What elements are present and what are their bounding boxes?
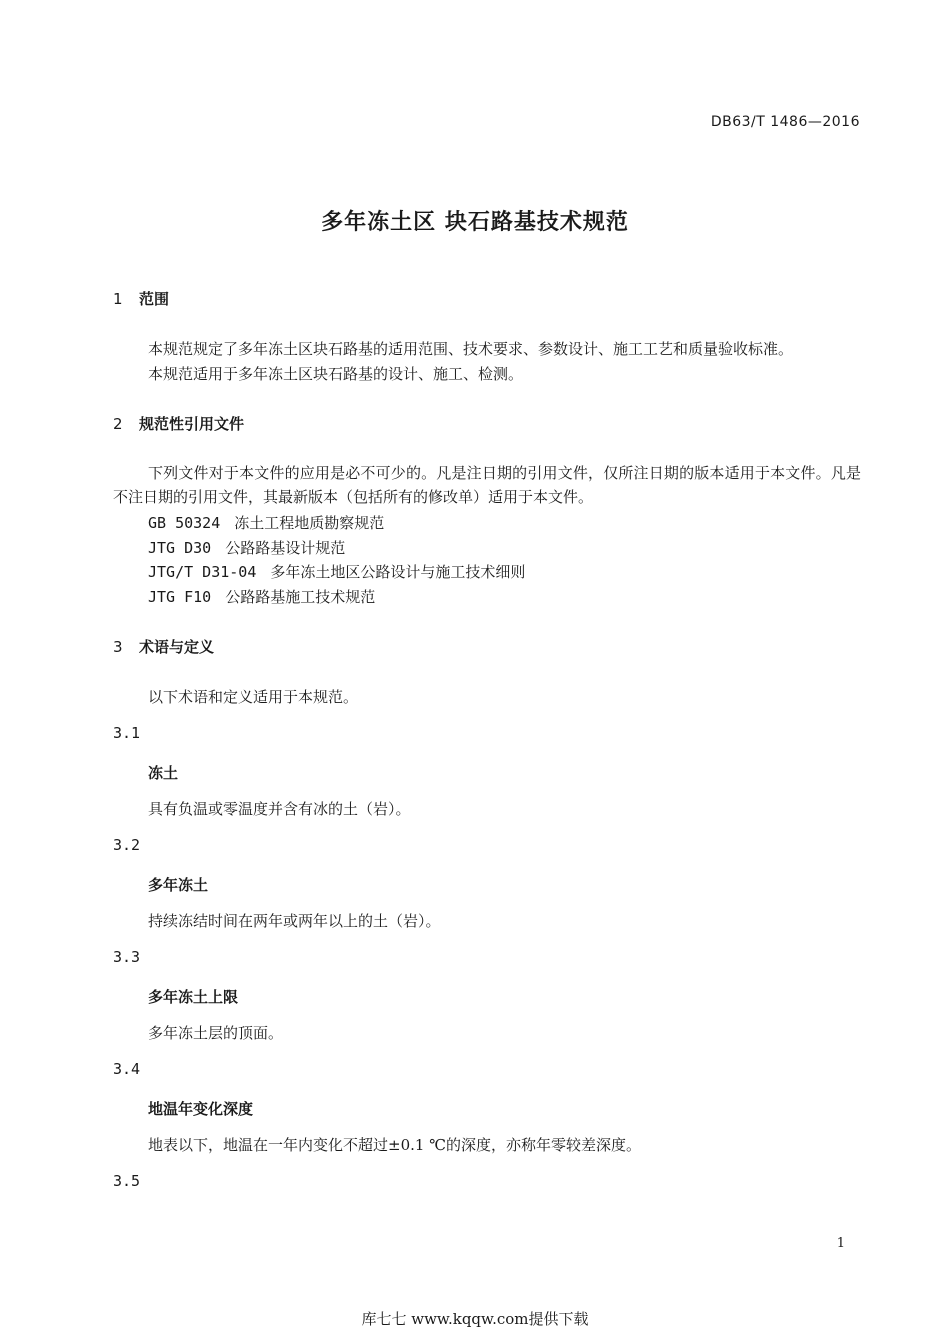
- reference-item: [148, 561, 525, 582]
- reference-name: 多年冻土地区公路设计与施工技术细则: [270, 563, 526, 581]
- standard-code: DB63/T 1486—2016: [710, 114, 860, 130]
- clause-number: 3.5: [113, 1172, 141, 1190]
- reference-code: JTG F10: [148, 588, 212, 606]
- reference-code: JTG D30: [148, 539, 212, 557]
- page-number: 1: [836, 1236, 845, 1251]
- reference-code: JTG/T D31-04: [148, 563, 257, 581]
- term-name: 冻土: [148, 764, 179, 782]
- clause-number: 3.1: [113, 724, 141, 742]
- section-number: 2: [113, 415, 123, 433]
- reference-name: 冻土工程地质勘察规范: [234, 514, 385, 532]
- term-definition: 持续冻结时间在两年或两年以上的土（岩）。: [148, 912, 441, 930]
- section-title: 术语与定义: [139, 638, 215, 656]
- clause-number: 3.4: [113, 1060, 141, 1078]
- scope-paragraph-2: 本规范适用于多年冻土区块石路基的设计、施工、检测。: [148, 365, 524, 383]
- term-name: 多年冻土上限: [148, 988, 239, 1006]
- reference-name: 公路路基施工技术规范: [225, 588, 376, 606]
- download-footer: 库七七 www.kqqw.com提供下载: [361, 1310, 589, 1328]
- document-title: 多年冻土区 块石路基技术规范: [321, 210, 629, 235]
- section-2-heading: [113, 413, 244, 434]
- section-title: 范围: [139, 290, 170, 308]
- clause-number: 3.3: [113, 948, 141, 966]
- term-definition: 具有负温或零温度并含有冰的土（岩）。: [148, 800, 411, 818]
- term-definition: 地表以下，地温在一年内变化不超过±0.1 ℃的深度，亦称年零较差深度。: [148, 1136, 641, 1154]
- section-3-heading: [113, 636, 214, 657]
- terms-intro: 以下术语和定义适用于本规范。: [148, 688, 359, 706]
- reference-item: [148, 586, 375, 607]
- section-number: 3: [113, 638, 123, 656]
- scope-paragraph-1: 本规范规定了多年冻土区块石路基的适用范围、技术要求、参数设计、施工工艺和质量验收标准。: [148, 340, 794, 358]
- reference-item: [148, 512, 384, 533]
- term-name: 多年冻土: [148, 876, 209, 894]
- term-name: 地温年变化深度: [148, 1100, 254, 1118]
- section-number: 1: [113, 290, 123, 308]
- section-1-heading: [113, 288, 169, 309]
- reference-code: GB 50324: [148, 514, 221, 532]
- normative-intro: 下列文件对于本文件的应用是必不可少的。凡是注日期的引用文件，仅所注日期的版本适用于本文件。凡是不注日期的引用文件，其最新版本（包括所有的修改单）适用于本文件。: [113, 464, 861, 506]
- reference-item: [148, 537, 345, 558]
- reference-name: 公路路基设计规范: [225, 539, 346, 557]
- clause-number: 3.2: [113, 836, 141, 854]
- term-definition: 多年冻土层的顶面。: [148, 1024, 284, 1042]
- section-title: 规范性引用文件: [139, 415, 245, 433]
